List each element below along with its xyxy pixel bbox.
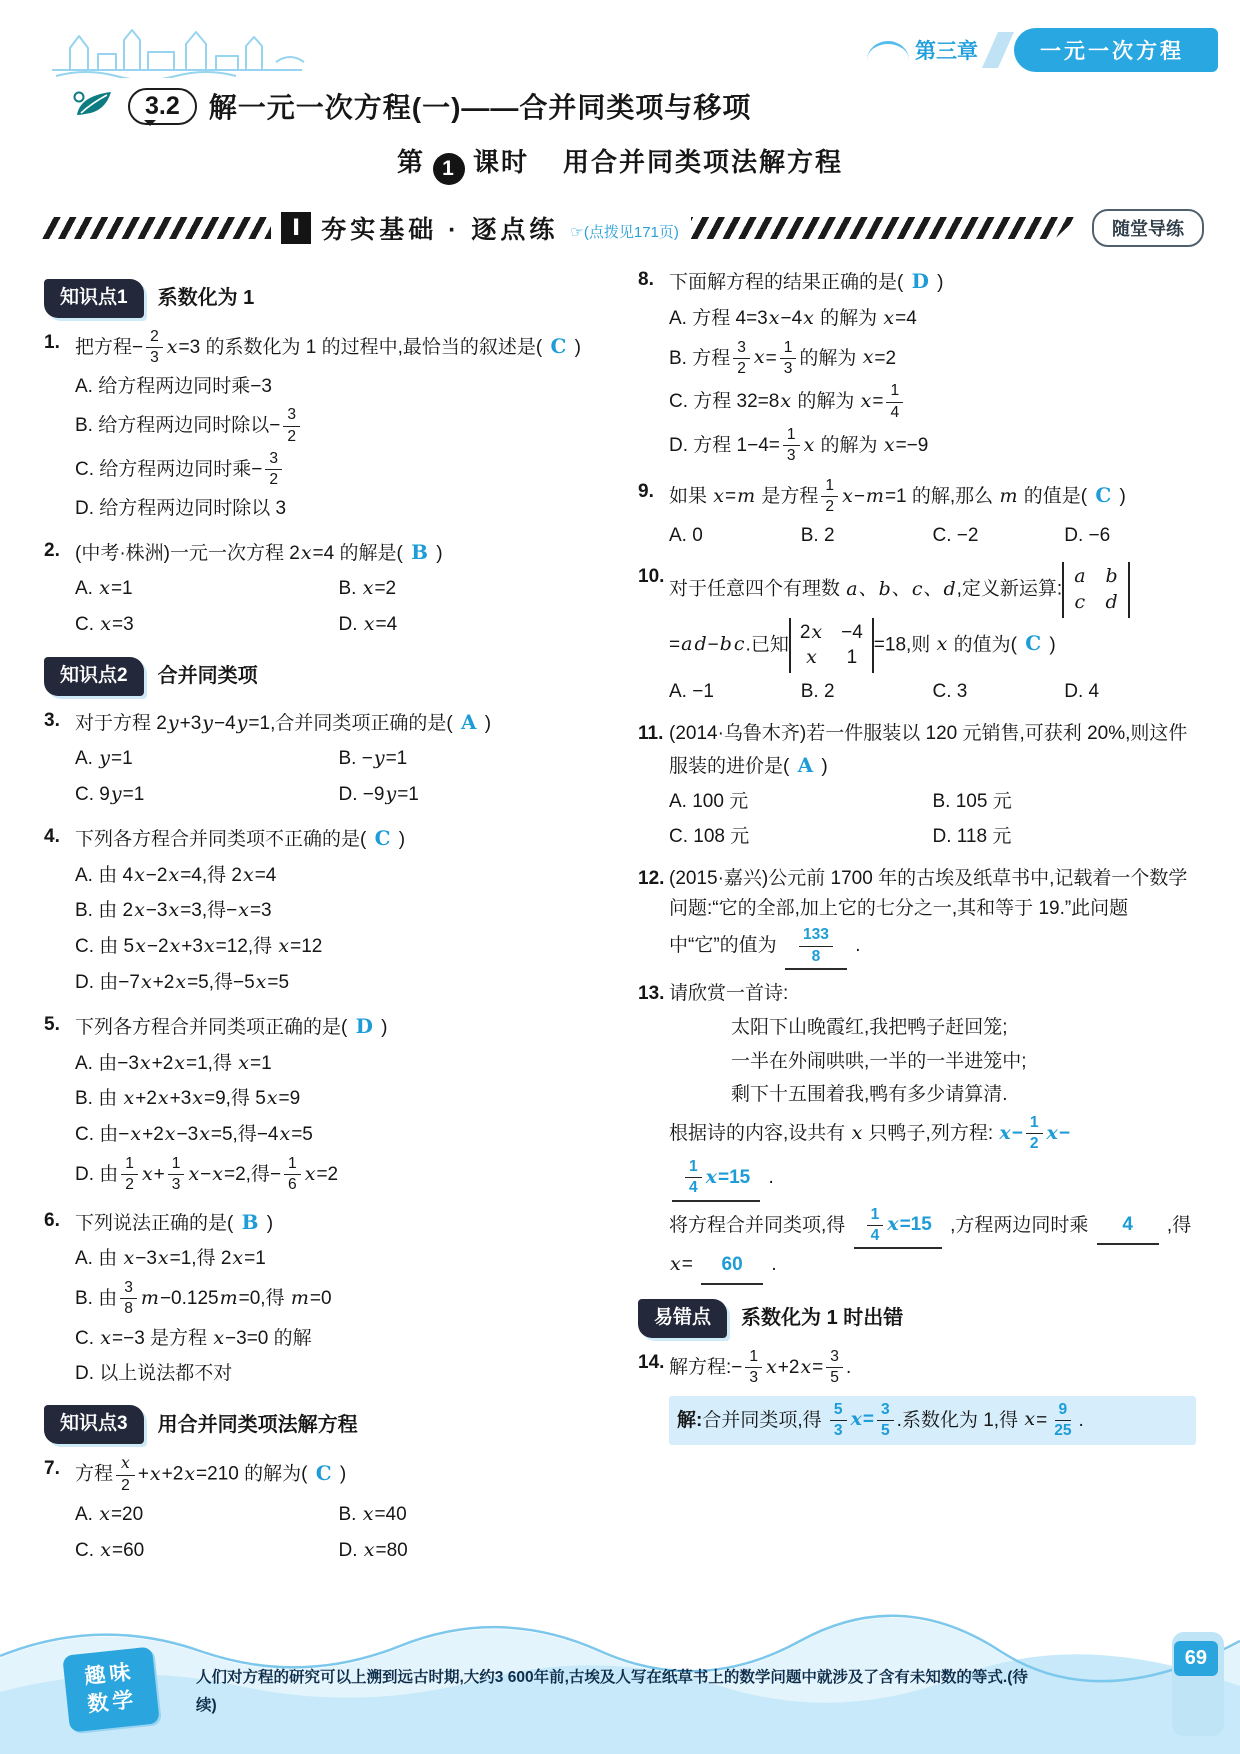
question-number: 1.: [44, 331, 60, 353]
page-number: 69: [1174, 1641, 1218, 1676]
option: B. 105 元: [932, 791, 1012, 813]
question-number: 11.: [638, 722, 664, 744]
lesson-title-line: [40, 142, 1200, 185]
determinant: a b c d: [1062, 562, 1130, 617]
question-text: 请欣赏一首诗:: [669, 982, 789, 1004]
filled-answer: [796, 926, 836, 965]
fraction: $\frac{1}{2}$: [121, 1155, 138, 1195]
filled-answer: $\frac{5}{3}$ x= $\frac{3}{5}$: [827, 1409, 897, 1430]
option: C. x=60: [75, 1538, 145, 1561]
question: [44, 1454, 602, 1568]
knowledge-point-badge: 易错点: [638, 1299, 727, 1338]
answer-letter: D: [355, 1013, 373, 1038]
knowledge-point-title: 用合并同类项法解方程: [157, 1413, 358, 1436]
question-text: (2015·嘉兴)公元前 1700 年的古埃及纸草书中,记载着一个数学问题:“它的全部,加上它的七分之一,其和等于 19.”此问题中“它”的值为 $\frac{133}{8}$ .: [669, 864, 1196, 970]
question: [44, 1206, 602, 1392]
option: C. 由−x+2x−3x=5,得−4x=5: [75, 1123, 313, 1146]
question-text: 解方程:− $\frac{1}{3}$ x+2x= $\frac{3}{5}$ .: [669, 1347, 852, 1387]
fraction: $\frac{3}{8}$: [120, 1279, 137, 1319]
option: C. 方程 32=8x 的解为 x= $\frac{1}{4}$: [669, 380, 1196, 424]
answer-letter: D: [911, 269, 929, 293]
option: A. 100 元: [669, 791, 749, 813]
answer-letter: A: [797, 753, 814, 778]
fraction: $\frac{1}{3}$: [783, 426, 800, 466]
fraction: $\frac{1}{4}$: [867, 1206, 884, 1246]
chapter-tab-label: 第三章: [915, 40, 978, 63]
lesson-prefix: 第: [396, 147, 425, 177]
answer-letter: C: [1025, 631, 1042, 656]
question: [638, 719, 1196, 855]
option: D. −6: [1064, 524, 1111, 546]
question-body: [669, 979, 1196, 1285]
option: C. 由 5x−2x+3x=12,得 x=12: [75, 935, 323, 958]
question-number: 12.: [638, 867, 665, 889]
question-line: 剩下十五围着我,鸭有多少请算清.: [731, 1084, 1008, 1106]
question: [638, 477, 1196, 554]
option-group: [75, 741, 602, 813]
option-group: [669, 675, 1196, 710]
question-text: (中考·株洲)一元一次方程 2x=4 的解是( B ): [75, 539, 443, 564]
fraction: $\frac{9}{25}$: [1054, 1400, 1072, 1439]
option: D. 由 $\frac{1}{2}$ x+ $\frac{1}{3}$ x−x=2,得− $\frac{1}{6}$ x=2: [75, 1154, 339, 1194]
option: D. −9y=1: [338, 783, 419, 806]
knowledge-point-badge: 知识点1: [44, 279, 144, 318]
option: B. x=40: [338, 1502, 407, 1525]
question-body: [669, 864, 1196, 970]
knowledge-point-title: 系数化为 1: [157, 287, 255, 310]
option: A. −1: [669, 680, 714, 702]
question: [638, 1348, 1196, 1446]
question-line: 一半在外闹哄哄,一半的一半进笼中;: [731, 1050, 1027, 1072]
question-text: (2014·乌鲁木齐)若一件服装以 120 元销售,可获利 20%,则这件服装的进价是( A ): [669, 722, 1188, 778]
question-number: 3.: [44, 709, 60, 731]
fun-math-badge: 趣味数学: [62, 1647, 160, 1733]
chapter-tabs: [857, 30, 1218, 70]
option-group: [75, 1497, 602, 1569]
answer-blank: [672, 1157, 760, 1202]
question: [638, 562, 1196, 709]
question-text: 下面解方程的结果正确的是( D ): [669, 269, 944, 293]
fraction: $\frac{3}{2}$: [283, 406, 300, 446]
knowledge-point-title: 合并同类项: [157, 665, 258, 688]
option: B. 2: [800, 524, 835, 546]
option-group: [75, 1046, 602, 1197]
question: [44, 706, 602, 813]
option: C. −2: [932, 524, 979, 546]
option: A. x=1: [75, 577, 133, 600]
knowledge-point-badge: 知识点3: [44, 1405, 144, 1444]
answer-letter: C: [1095, 482, 1112, 507]
answer-letter: C: [550, 333, 567, 358]
option: C. 108 元: [669, 825, 750, 847]
fraction: $\frac{1}{2}$: [821, 477, 838, 517]
knowledge-point-header: [44, 1405, 602, 1444]
question-body: [75, 822, 602, 1001]
question-text: 对于方程 2y+3y−4y=1,合并同类项正确的是( A ): [75, 709, 492, 734]
question: [638, 864, 1196, 970]
fraction: $\frac{1}{4}$: [886, 382, 903, 422]
chapter-title-tab: 一元一次方程: [1014, 28, 1218, 72]
answer-blank: [785, 925, 847, 970]
footer-text: 人们对方程的研究可以上溯到远古时期,大约3 600年前,古埃及人写在纸草书上的数学问题中就涉及了含有未知数的等式.(待续): [196, 1669, 1028, 1715]
fraction: $\frac{2}{3}$: [146, 328, 163, 368]
option: B. 2: [800, 680, 835, 702]
stripe-decoration-right: [691, 217, 1078, 239]
option: B. 由 2x−3x=3,得−x=3: [75, 899, 272, 922]
classwork-tag: 随堂导练: [1092, 209, 1204, 247]
fraction: $\frac{1}{3}$: [745, 1348, 762, 1388]
option: B. 给方程两边同时除以− $\frac{3}{2}$: [75, 404, 602, 448]
question: [638, 265, 1196, 468]
question: [44, 536, 602, 643]
question-number: 10.: [638, 566, 665, 588]
question-number: 9.: [638, 480, 654, 502]
question: [638, 979, 1196, 1285]
filled-answer: [1047, 1400, 1078, 1439]
determinant: 2x −4 x 1: [789, 618, 874, 673]
fraction: $\frac{3}{5}$: [826, 1348, 843, 1388]
option-group: [75, 571, 602, 643]
lesson-number-badge: 1: [433, 153, 465, 185]
section-code: 3.2: [128, 88, 197, 125]
option-group: [75, 370, 602, 527]
option: D. 以上说法都不对: [75, 1362, 233, 1384]
question-line: 将方程合并同类项,得 $\frac{1}{4}$ x=15 ,方程两边同时乘 4 ,得 x= 60 .: [669, 1205, 1196, 1286]
option: A. 由−3x+2x=1,得 x=1: [75, 1051, 272, 1074]
filled-answer: 60: [721, 1254, 743, 1276]
fraction: $\frac{1}{3}$: [168, 1155, 185, 1195]
fraction: $\frac{1}{3}$: [780, 339, 797, 379]
question-number: 6.: [44, 1209, 60, 1231]
question-text: 如果 x=m 是方程 $\frac{1}{2}$ x−m=1 的解,那么 m 的值是( C ): [669, 476, 1126, 516]
question-line: 太阳下山晚霞红,我把鸭子赶回笼;: [731, 1016, 1008, 1038]
question-text: 把方程− $\frac{2}{3}$ x=3 的系数化为 1 的过程中,最恰当的叙述是( C ): [75, 327, 581, 367]
answer-blank: [854, 1205, 942, 1250]
question-number: 5.: [44, 1013, 60, 1035]
option: B. 由 $\frac{3}{8}$ m−0.125m=0,得 m=0: [75, 1279, 332, 1318]
question-body: [669, 562, 1196, 709]
question-body: [75, 1206, 602, 1392]
fraction: $\frac{1}{2}$: [1026, 1114, 1043, 1154]
title-block: [0, 86, 1240, 185]
option: D. x=4: [338, 613, 398, 636]
option-group: [75, 858, 602, 1001]
question-body: [669, 1348, 1196, 1446]
lesson-title: 用合并同类项法解方程: [563, 147, 844, 177]
fraction: $\frac{133}{8}$: [799, 926, 833, 966]
chapter-tab: [857, 35, 988, 65]
leaf-icon: [72, 88, 116, 125]
filled-answer: x− $\frac{1}{2}$ x−: [999, 1114, 1070, 1153]
fraction: $\frac{3}{2}$: [733, 339, 750, 379]
page-footer: [0, 1596, 1240, 1754]
question-body: [75, 328, 602, 527]
question: [44, 328, 602, 527]
fraction: $\frac{3}{2}$: [265, 450, 282, 490]
answer-blank: [701, 1249, 763, 1285]
option: D. x=80: [338, 1538, 408, 1561]
left-column: [44, 265, 602, 1577]
answer-letter: C: [315, 1460, 332, 1485]
option: A. 0: [669, 524, 703, 546]
filled-answer: $\frac{1}{4}$ x=15: [864, 1214, 932, 1235]
answer-letter: A: [460, 709, 477, 734]
option: D. 方程 1−4= $\frac{1}{3}$ x 的解为 x=−9: [669, 426, 929, 465]
section-banner: [36, 209, 1204, 247]
question-body: [75, 536, 602, 643]
question-line: 解:合并同类项,得 $\frac{5}{3}$ x= $\frac{3}{5}$ .系数化为 1,得 x= $\frac{9}{25}$ .: [669, 1396, 1196, 1446]
fraction: $\frac{1}{4}$: [685, 1158, 702, 1198]
stripe-decoration-left: [36, 217, 271, 239]
lesson-suffix: 课时: [472, 147, 529, 177]
exercise-content: [0, 265, 1240, 1577]
question-text: 下列各方程合并同类项正确的是( D ): [75, 1013, 388, 1038]
option-group: [75, 1241, 602, 1391]
option: A. 方程 4=3x−4x 的解为 x=4: [669, 306, 917, 329]
option: B. 方程 $\frac{3}{2}$ x= $\frac{1}{3}$ 的解为 x=2: [669, 338, 897, 377]
question-body: [669, 719, 1196, 855]
question-number: 8.: [638, 269, 654, 290]
question-line: 根据诗的内容,设共有 x 只鸭子,列方程: x− $\frac{1}{2}$ x−: [669, 1114, 1070, 1153]
option-group: [669, 301, 1196, 468]
knowledge-point-title: 系数化为 1 时出错: [741, 1307, 904, 1330]
option-group: [669, 519, 1196, 554]
option: D. 由−7x+2x=5,得−5x=5: [75, 970, 290, 993]
option: C. 3: [932, 680, 968, 702]
swoosh-icon: [867, 41, 909, 60]
option: A. y=1: [75, 747, 133, 770]
fraction: $\frac{5}{3}$: [830, 1401, 847, 1441]
answer-blank: [1097, 1209, 1159, 1245]
knowledge-point-header: [638, 1299, 1196, 1338]
knowledge-point-header: [44, 279, 602, 318]
answer-letter: C: [374, 825, 391, 850]
question-line: $\frac{1}{4}$ x=15 .: [669, 1157, 1196, 1202]
option: C. x=3: [75, 613, 134, 636]
option: A. 给方程两边同时乘−3: [75, 375, 272, 397]
right-column: [638, 265, 1196, 1577]
filled-answer: 4: [1122, 1214, 1133, 1236]
question-number: 2.: [44, 539, 60, 561]
section-title: 解一元一次方程(一)——合并同类项与移项: [208, 92, 752, 123]
option: B. x=2: [338, 577, 397, 600]
question-body: [75, 1010, 602, 1197]
option: B. −y=1: [338, 747, 408, 770]
castle-illustration: [46, 14, 346, 83]
option: A. x=20: [75, 1502, 144, 1525]
question: [44, 822, 602, 1001]
question-number: 14.: [638, 1351, 665, 1373]
option-group: [669, 785, 1196, 855]
option: D. 4: [1064, 680, 1100, 702]
section-heading: 夯实基础 · 逐点练: [321, 216, 559, 244]
option: C. 给方程两边同时乘− $\frac{3}{2}$: [75, 448, 602, 492]
question-text: 方程 $\frac{x}{2}$ +x+2x=210 的解为( C ): [75, 1454, 347, 1494]
fraction: $\frac{1}{6}$: [284, 1155, 301, 1195]
fraction: $\frac{3}{5}$: [877, 1401, 894, 1441]
hint-pointer: ☞(点拨见171页): [570, 223, 679, 241]
knowledge-point-header: [44, 657, 602, 696]
answer-letter: B: [241, 1209, 259, 1234]
section-roman-numeral: Ⅰ: [281, 212, 311, 244]
option: D. 给方程两边同时除以 3: [75, 497, 287, 519]
option: A. 由 4x−2x=4,得 2x=4: [75, 863, 277, 886]
question-body: [75, 706, 602, 813]
question-number: 7.: [44, 1458, 60, 1480]
option: A. 由 x−3x=1,得 2x=1: [75, 1247, 266, 1270]
question: [44, 1010, 602, 1197]
question-number: 4.: [44, 825, 60, 847]
question-body: [75, 1454, 602, 1568]
question-body: [669, 477, 1196, 554]
answer-letter: B: [411, 539, 428, 564]
knowledge-point-badge: 知识点2: [44, 657, 144, 696]
filled-answer: $\frac{1}{4}$ x=15: [682, 1167, 750, 1188]
question-text: 对于任意四个有理数 a、b、c、d,定义新运算: a b c d =a d−b c.已知 2x −4 x 1 =18,则 x 的值为( C ): [669, 562, 1196, 673]
question-number: 13.: [638, 982, 665, 1004]
page-header: [0, 0, 1240, 86]
option: C. x=−3 是方程 x−3=0 的解: [75, 1326, 312, 1349]
option: B. 由 x+2x+3x=9,得 5x=9: [75, 1087, 301, 1110]
option: D. 118 元: [932, 825, 1012, 847]
question-body: [669, 265, 1196, 468]
fraction: $\frac{x}{2}$: [116, 1454, 135, 1495]
question-text: 下列说法正确的是( B ): [75, 1209, 274, 1234]
question-text: 下列各方程合并同类项不正确的是( C ): [75, 825, 406, 850]
option: C. 9y=1: [75, 783, 145, 806]
